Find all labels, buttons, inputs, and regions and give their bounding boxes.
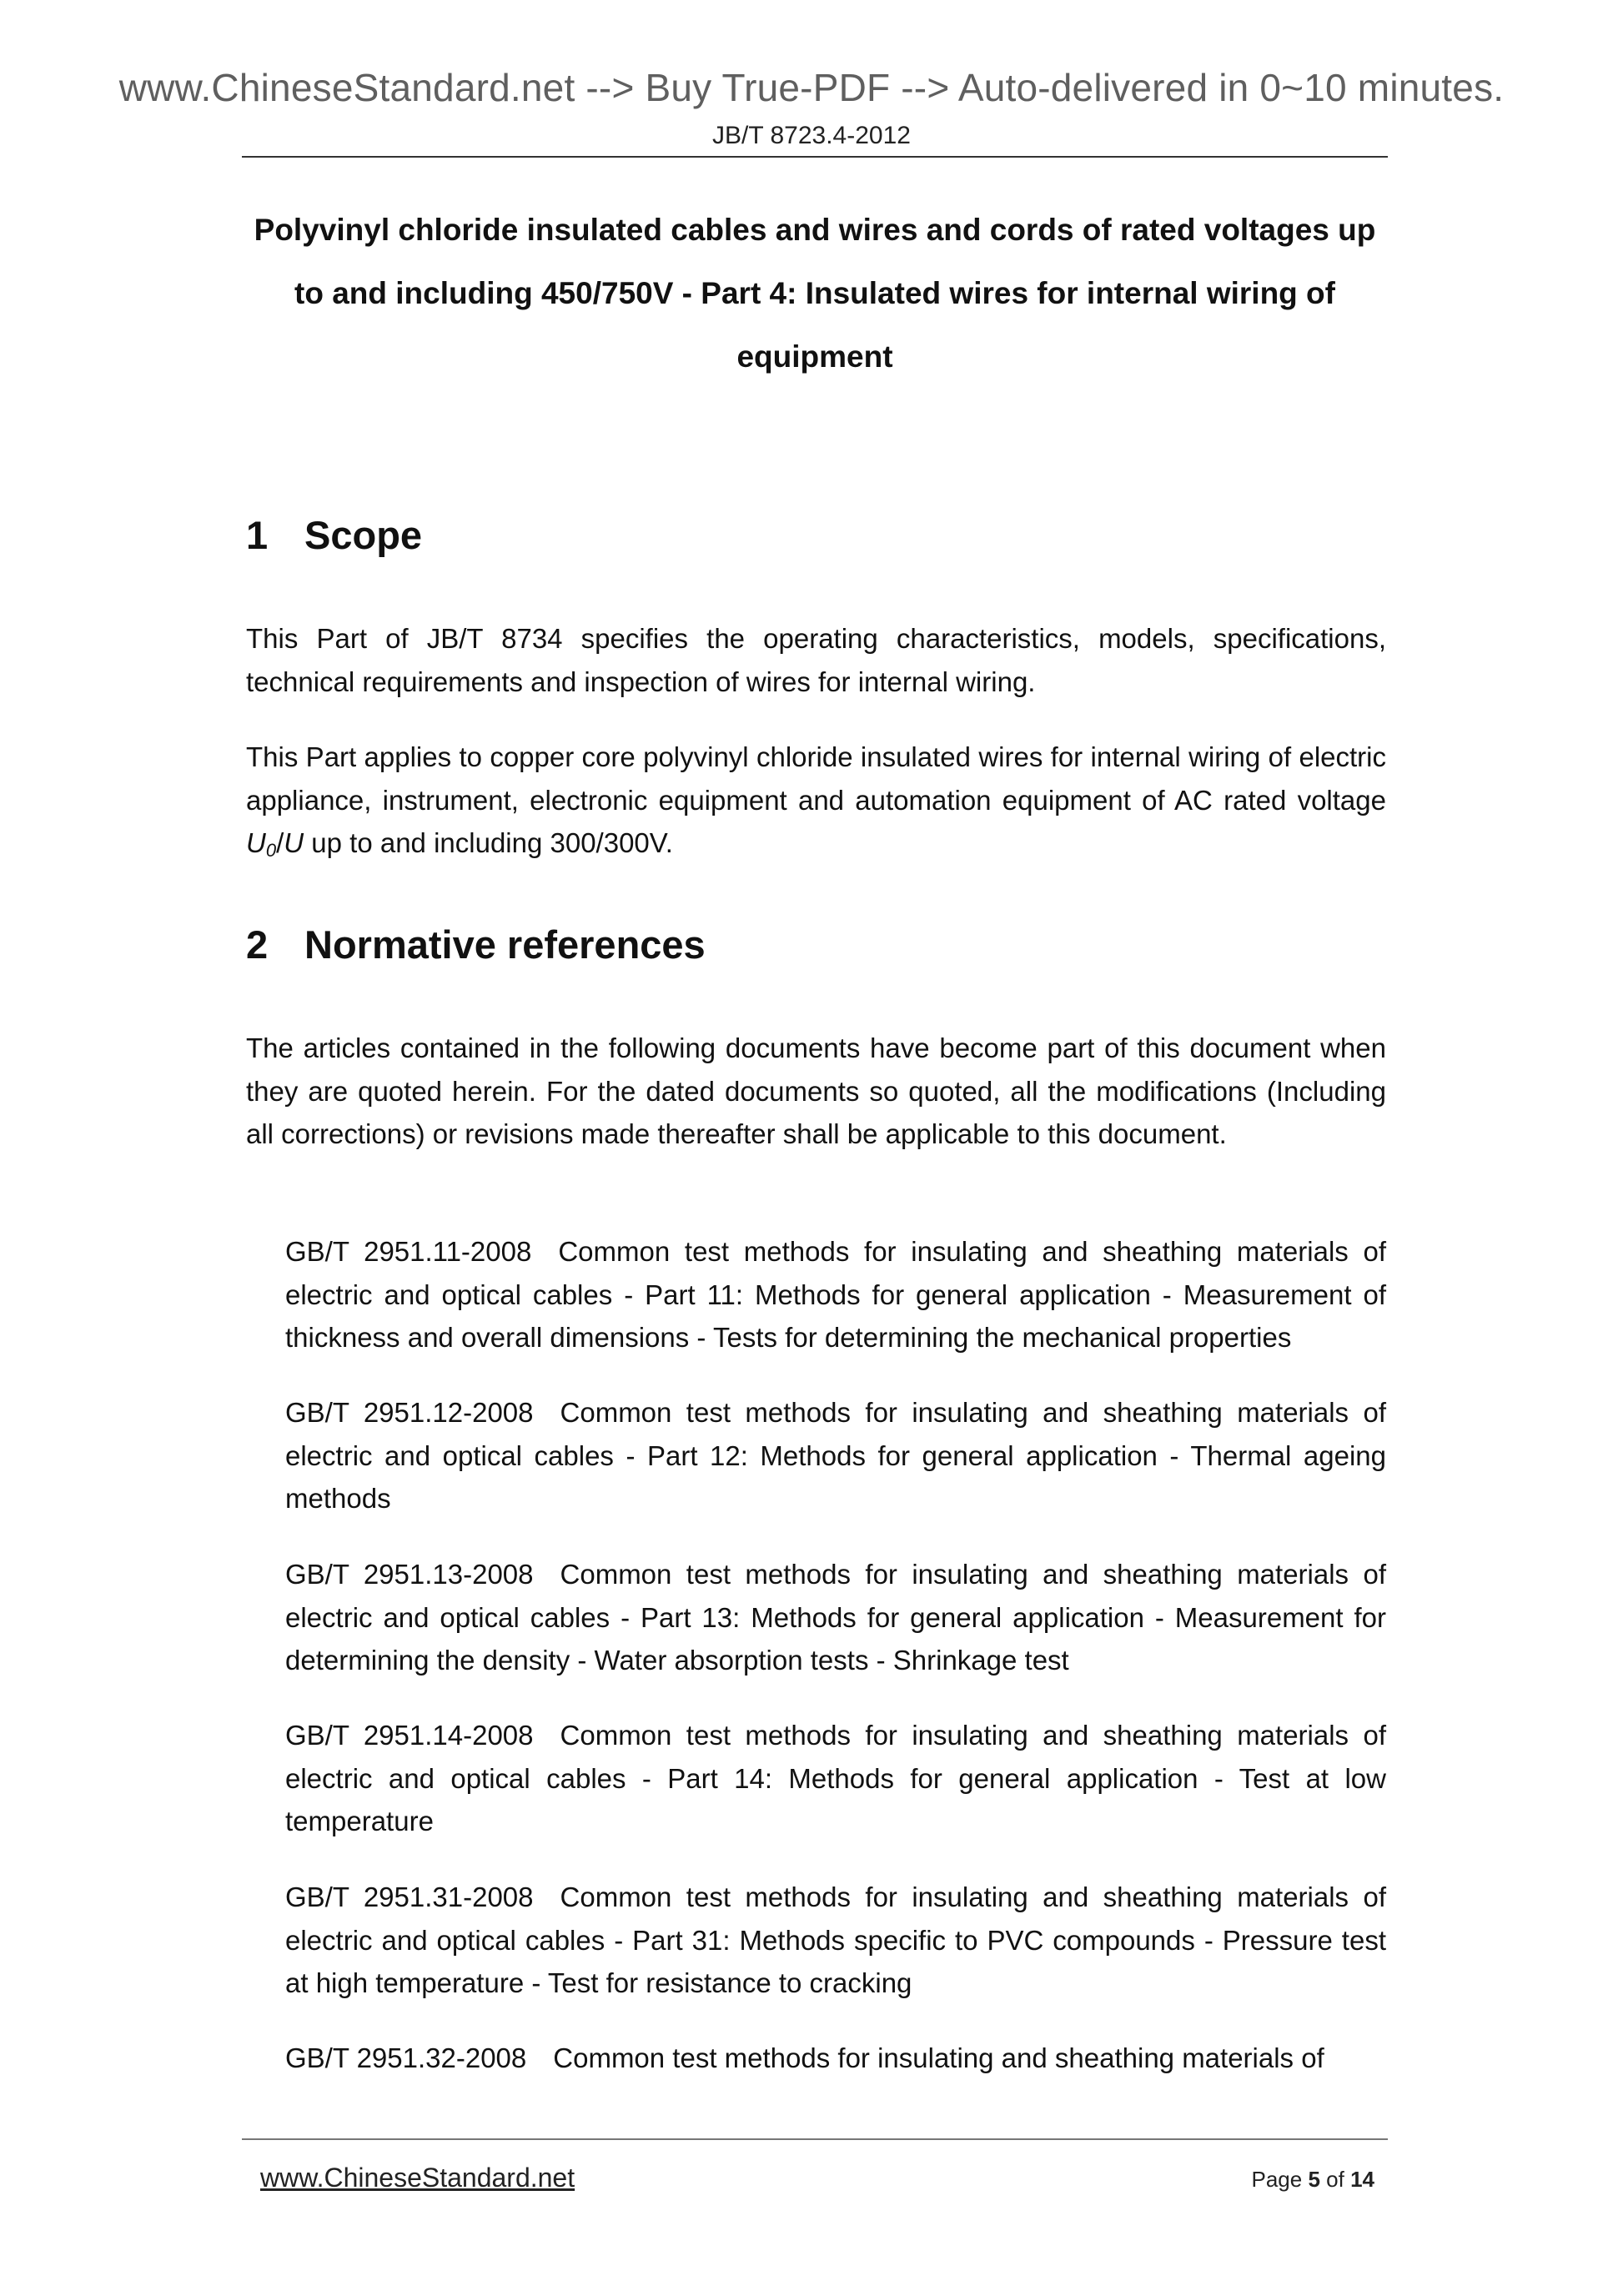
reference-code: GB/T 2951.13-2008 xyxy=(285,1559,534,1590)
reference-item xyxy=(285,1553,1386,1682)
reference-text: Common test methods for insulating and sheathing materials of electric and optical cables - Part 12: Methods for general application - Thermal ageing methods xyxy=(285,1397,1386,1514)
reference-text: Common test methods for insulating and sheathing materials of electric and optical cables - Part 31: Methods specific to PVC compounds - Pressure test at high temperature - Test for resistance to cracking xyxy=(285,1882,1386,1998)
reference-code: GB/T 2951.12-2008 xyxy=(285,1397,534,1428)
page-indicator: Page 5 of 14 xyxy=(1251,2167,1374,2192)
section-number: 1 xyxy=(246,513,269,557)
section-number: 2 xyxy=(246,922,269,967)
reference-code: GB/T 2951.11-2008 xyxy=(285,1236,532,1267)
voltage-symbol-u0: U0 xyxy=(246,827,277,861)
reference-text: Common test methods for insulating and sheathing materials of electric and optical cables - Part 14: Methods for general application - Test at low temperature xyxy=(285,1720,1386,1836)
reference-item xyxy=(285,1391,1386,1520)
source-banner: www.ChineseStandard.net --> Buy True-PDF --> Auto-delivered in 0~10 minutes. xyxy=(118,66,1505,109)
reference-text: Common test methods for insulating and sheathing materials of electric and optical cables - Part 13: Methods for general application - Measurement for determining the density - Water absorption tests - Shrinkage test xyxy=(285,1559,1386,1676)
total-pages: 14 xyxy=(1350,2167,1374,2192)
document-title: Polyvinyl chloride insulated cables and wires and cords of rated voltages up to and including 450/750V - Part 4: Insulated wires for internal wiring of equipment xyxy=(254,213,1376,374)
reference-code: GB/T 2951.32-2008 xyxy=(285,2042,527,2073)
scope-paragraph-2-text: This Part applies to copper core polyvinyl chloride insulated wires for internal wiring of electric appliance, instrument, electronic equipment and automation equipment of AC rated voltage xyxy=(246,741,1386,816)
reference-text: Common test methods for insulating and sheathing materials of electric and optical cables - Part 11: Methods for general application - Measurement of thickness and overall dimensions - Tests for determining the mechanical properties xyxy=(285,1236,1386,1353)
reference-item xyxy=(285,2037,1386,2080)
section-title: Normative references xyxy=(304,922,706,967)
reference-code: GB/T 2951.31-2008 xyxy=(285,1882,534,1912)
reference-text: Common test methods for insulating and sheathing materials of xyxy=(553,2042,1324,2073)
footer-divider xyxy=(242,2138,1388,2140)
reference-code: GB/T 2951.14-2008 xyxy=(285,1720,534,1751)
section-heading-scope xyxy=(246,512,422,558)
header-divider xyxy=(242,156,1388,158)
voltage-symbol-u: U xyxy=(284,827,304,858)
section-heading-normative-references xyxy=(246,922,706,967)
section-title: Scope xyxy=(304,513,423,557)
reference-item xyxy=(285,1876,1386,2005)
reference-item xyxy=(285,1714,1386,1843)
footer-website-link[interactable]: www.ChineseStandard.net xyxy=(260,2163,575,2193)
current-page: 5 xyxy=(1308,2167,1320,2192)
reference-item xyxy=(285,1230,1386,1359)
scope-paragraph-2-tail: up to and including 300/300V. xyxy=(304,827,673,858)
references-intro: The articles contained in the following documents have become part of this document when they are quoted herein. For the dated documents so quoted, all the modifications (Including all corrections) or revisions made thereafter shall be applicable to this document. xyxy=(246,1032,1386,1149)
document-number: JB/T 8723.4-2012 xyxy=(712,122,911,149)
scope-paragraph-2: This Part applies to copper core polyvinyl chloride insulated wires for internal wiring of electric appliance, instrument, electronic equipment and automation equipment of AC rated voltage U0/U up to and including 300/300V. xyxy=(246,741,1386,861)
scope-paragraph-1: This Part of JB/T 8734 specifies the operating characteristics, models, specifications, technical requirements and inspection of wires for internal wiring. xyxy=(246,623,1386,697)
